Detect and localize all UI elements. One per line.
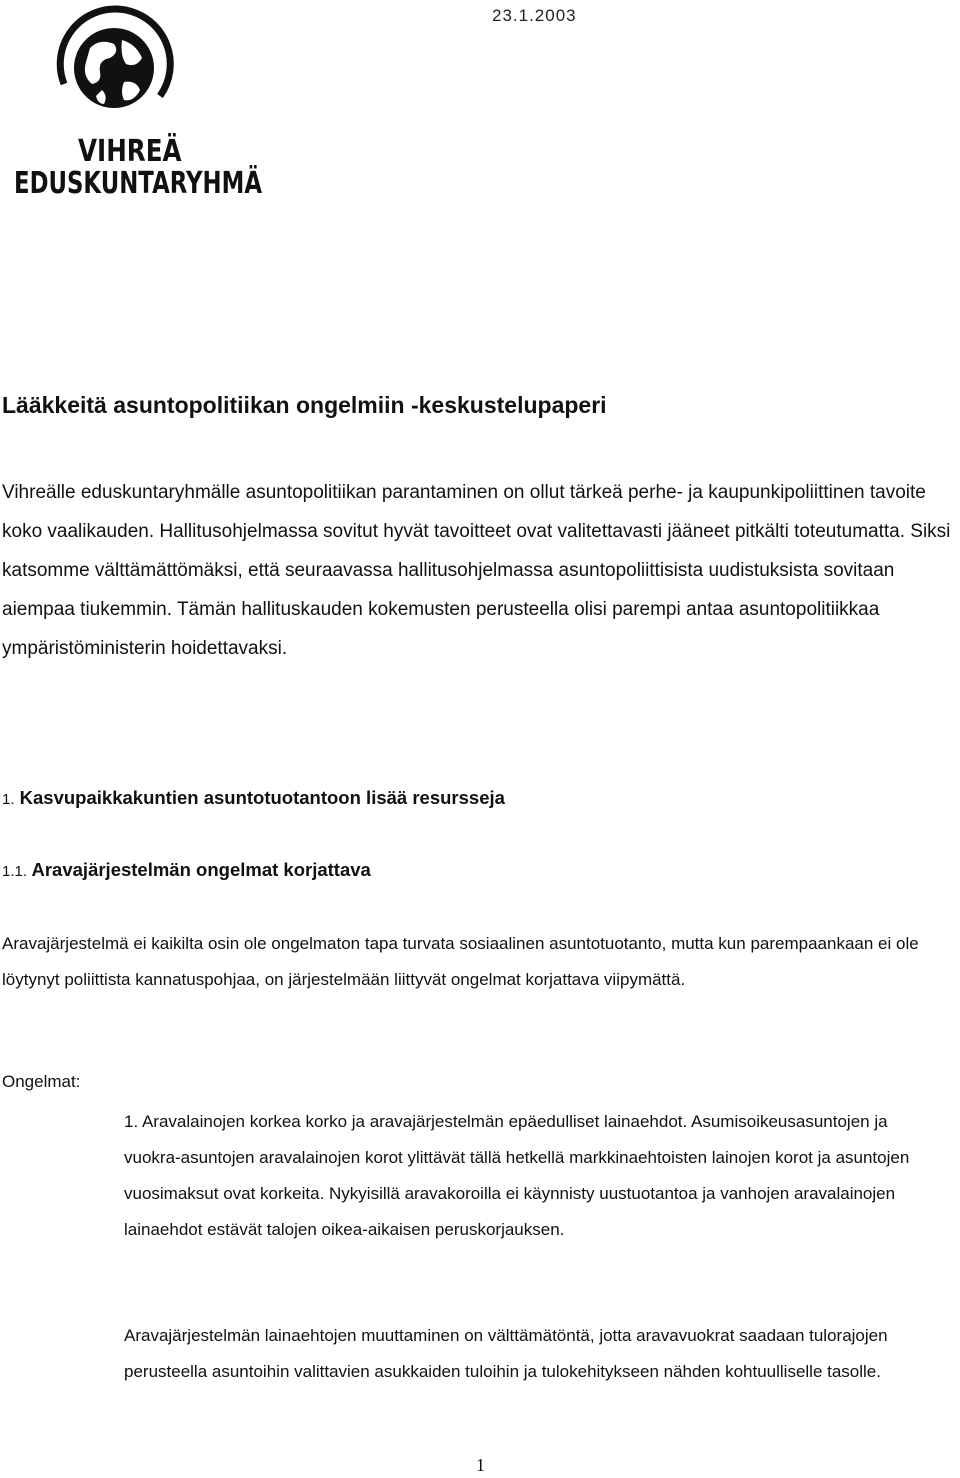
section-title: Kasvupaikkakuntien asuntotuotantoon lisää resursseja — [19, 787, 505, 808]
section-heading-1 — [2, 787, 505, 809]
problems-label: Ongelmat: — [2, 1072, 81, 1091]
body-paragraph: Aravajärjestelmä ei kaikilta osin ole ongelmaton tapa turvata sosiaalinen asuntotuotanto, mutta kun parempaankaan ei ole löytynyt poliittista kannatuspohjaa, on järjestelmään liittyvät ongelmat korjattava viipymättä. — [2, 934, 919, 989]
section-number: 1. — [2, 791, 15, 808]
problem-item-2: Aravajärjestelmän lainaehtojen muuttaminen on välttämätöntä, jotta aravavuokrat saadaan tulorajojen perusteella asuntoihin valittavien asukkaiden tuloihin ja tulokehitykseen nähden kohtuulliselle tasolle. — [124, 1326, 888, 1381]
document-title: Lääkkeitä asuntopolitiikan ongelmiin -keskustelupaperi — [2, 392, 607, 418]
document-date: 23.1.2003 — [492, 6, 577, 25]
problem-item-1: 1. Aravalainojen korkea korko ja aravajärjestelmän epäedulliset lainaehdot. Asumisoikeusasuntojen ja vuokra-asuntojen aravalainojen korot ylittävät tällä hetkellä markkinaehtoisten lainojen korot ja asuntojen vuosimaksut ovat korkeita. Nykyisillä aravakoroilla ei käynnisty uustuotantoa ja vanhojen aravalainojen lainaehdot estävät talojen oikea-aikaisen peruskorjauksen. — [124, 1112, 910, 1239]
logo-line-1: VIHREÄ — [78, 134, 182, 169]
section-heading-1-1 — [2, 859, 371, 881]
section-number: 1.1. — [2, 863, 28, 880]
section-title: Aravajärjestelmän ongelmat korjattava — [31, 859, 371, 880]
page-number: 1 — [476, 1455, 485, 1475]
party-logo — [14, 4, 262, 201]
intro-paragraph: Vihreälle eduskuntaryhmälle asuntopolitiikan parantaminen on ollut tärkeä perhe- ja kaupunkipoliittinen tavoite koko vaalikauden. Hallitusohjelmassa sovitut hyvät tavoitteet ovat valitettavasti jääneet pitkälti toteutumatta. Siksi katsomme välttämättömäksi, että seuraavassa hallitusohjelmassa asuntopoliittisista uudistuksista sovitaan aiempaa tiukemmin. Tämän hallituskauden kokemusten perusteella olisi parempi antaa asuntopolitiikkaa ympäristöministerin hoidettavaksi. — [2, 482, 951, 659]
logo-line-2: EDUSKUNTARYHMÄ — [14, 166, 262, 201]
globe-icon — [42, 4, 182, 134]
